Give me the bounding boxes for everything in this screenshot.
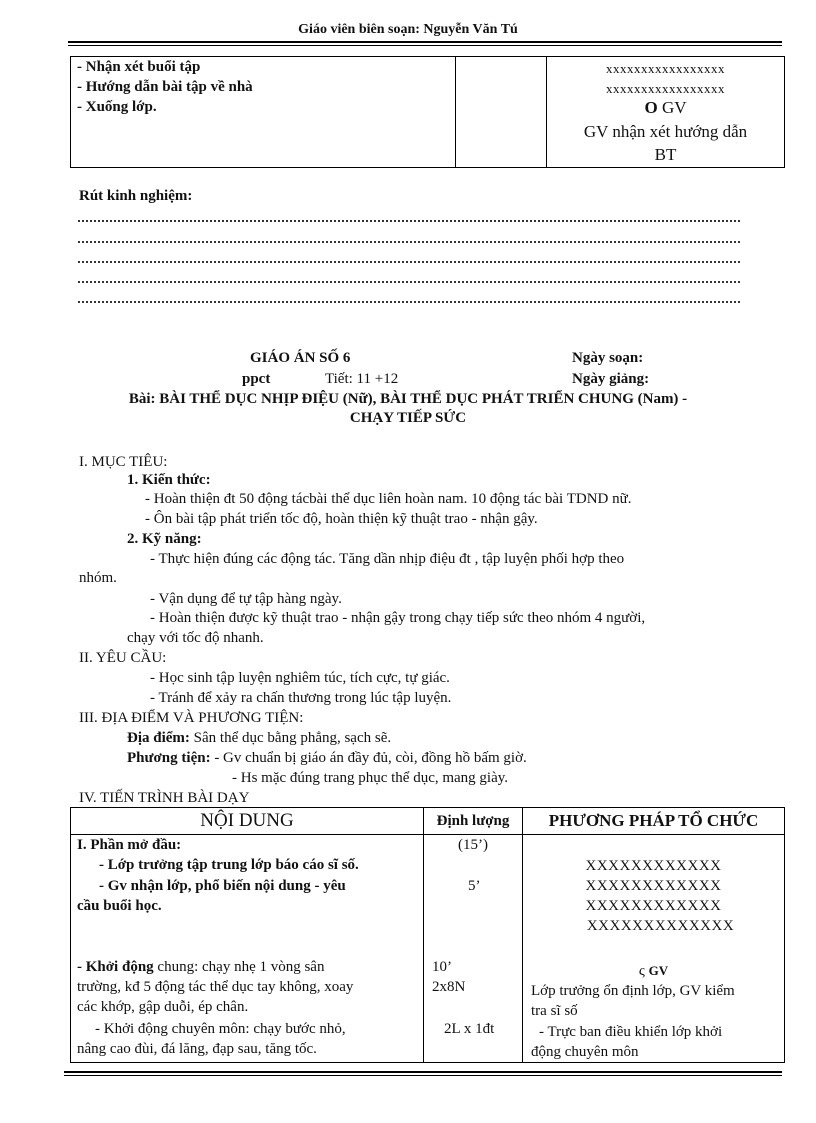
col-header-noi-dung: NỘI DUNG [71,808,424,835]
closing-note-1: GV nhận xét hướng dẫn [583,122,748,141]
rkn-dotted-line [78,241,740,243]
page-header-author: Giáo viên biên soạn: Nguyễn Văn Tú [298,22,518,37]
header-rule-thick [68,41,782,43]
circle-marker: O [644,98,658,117]
phuong-tien-label: Phương tiện: [127,750,211,766]
ky-nang-item-1: - Thực hiện đúng các động tác. Tăng dần nhịp điệu đt , tập luyện phối hợp theo [150,551,625,567]
kien-thuc-item-2: - Ôn bài tập phát triển tốc độ, hoàn thiện kỹ thuật trao - nhận gậy. [145,511,538,527]
lesson-title-line-2: CHẠY TIẾP SỨC [349,410,467,426]
closing-method-cell [547,57,785,168]
rkn-label: Rút kinh nghiệm: [79,188,193,204]
col-header-phuong-phap: PHƯƠNG PHÁP TỔ CHỨC [523,808,785,835]
content-item [77,959,324,976]
section-dia-diem: III. ĐỊA ĐIỂM VÀ PHƯƠNG TIỆN: [79,710,304,726]
method-text-cont: động chuyên môn [531,1044,639,1060]
dia-diem-label: Địa điểm: [127,730,190,746]
footer-rule-thick [64,1071,782,1073]
content-cell [71,835,424,1063]
closing-item-3: - Xuống lớp. [77,99,157,115]
formation-row: XXXXXXXXXXXX [585,898,722,914]
lesson-title-line-1: Bài: BÀI THỂ DỤC NHỊP ĐIỆU (Nữ), BÀI THỂ DỤC PHÁT TRIỂN CHUNG (Nam) - [128,391,688,407]
amount-cell [424,835,523,1063]
phuong-tien-text-2: - Hs mặc đúng trang phục thể dục, mang giày. [232,770,509,786]
formation-row: XXXXXXXXXXXX [585,878,722,894]
col-header-dinh-luong: Định lượng [424,808,523,835]
plan-title: GIÁO ÁN SỐ 6 [250,350,351,366]
yeu-cau-item-1: - Học sinh tập luyện nghiêm túc, tích cực, tự giác. [150,670,450,686]
phuong-tien-text-1: - Gv chuẩn bị giáo án đầy đủ, còi, đồng hồ bấm giờ. [210,750,527,766]
content-item-cont: các khớp, gập duỗi, ép chân. [77,999,249,1015]
method-text: Lớp trưởng ổn định lớp, GV kiểm [531,983,735,999]
amount-value: 10’ [432,959,452,975]
teacher-marker [523,963,784,980]
amount-value: 5’ [468,878,481,894]
rkn-dotted-line [78,261,740,263]
phan-mo-dau: I. Phần mở đầu: [77,837,182,853]
ppct-label: ppct [242,371,271,387]
kien-thuc-label: 1. Kiến thức: [127,472,211,488]
section-yeu-cau: II. YÊU CẦU: [79,650,167,666]
kien-thuc-item-1: - Hoàn thiện đt 50 động tácbài thể dục liên hoàn nam. 10 động tác bài TDND nữ. [145,491,632,507]
khoi-dong-text: chung: chạy nhẹ 1 vòng sân [153,959,325,975]
x-row-1: xxxxxxxxxxxxxxxxx [606,61,725,76]
content-item-cont: trường, kđ 5 động tác thể dục tay không, xoay [77,979,354,995]
rkn-dotted-line [78,281,740,283]
section-muc-tieu: I. MỤC TIÊU: [79,454,168,470]
closing-note-2: BT [654,145,677,164]
rkn-dotted-line [78,220,740,222]
header-rule-thin [68,45,782,46]
dia-diem-text: Sân thể dục bằng phẳng, sạch sẽ. [189,730,392,746]
ky-nang-label: 2. Kỹ năng: [127,531,202,547]
phuong-tien-line [127,750,527,767]
ky-nang-item-1-cont: nhóm. [79,570,117,586]
closing-item-1: - Nhận xét buổi tập [77,59,201,75]
tiet-label: Tiết: 11 +12 [325,371,399,387]
ngay-giang-label: Ngày giảng: [572,371,650,387]
teacher-position [547,98,784,118]
ky-nang-item-3-cont: chạy với tốc độ nhanh. [127,630,264,646]
ky-nang-item-3: - Hoàn thiện được kỹ thuật trao - nhận gậy trong chạy tiếp sức theo nhóm 4 người, [150,610,646,626]
ky-nang-item-2: - Vận dụng để tự tập hàng ngày. [150,591,342,607]
closing-content-cell [71,57,456,168]
gv-label: GV [661,98,687,117]
x-row-2: xxxxxxxxxxxxxxxxx [606,81,725,96]
closing-item-2: - Hướng dẫn bài tập về nhà [77,79,253,95]
content-item-cont: cầu buổi học. [77,898,162,914]
content-item: - Gv nhận lớp, phổ biến nội dung - yêu [99,878,346,894]
formation-row: XXXXXXXXXXXX [585,858,722,874]
ngay-soan-label: Ngày soạn: [572,350,644,366]
dia-diem-line [127,730,391,747]
footer-rule-thin [64,1075,782,1076]
lesson-table [70,807,785,1063]
amount-value: 2x8N [432,979,466,995]
closing-amount-cell [456,57,547,168]
method-text: - Trực ban điều khiển lớp khởi [539,1024,723,1040]
content-item: - Lớp trưởng tập trung lớp báo cáo sĩ số. [99,857,359,873]
amount-value: (15’) [458,837,488,853]
rkn-dotted-line [78,301,740,303]
teacher-symbol: ς [638,963,645,979]
section-tien-trinh: IV. TIẾN TRÌNH BÀI DẠY [79,790,250,806]
closing-table [70,56,785,168]
teacher-gv-label: GV [648,963,669,978]
amount-value: 2L x 1đt [444,1021,495,1037]
content-item-cont: nâng cao đùi, đá lăng, đạp sau, tăng tốc. [77,1041,317,1057]
formation-row: XXXXXXXXXXXXX [586,918,735,934]
method-cell [523,835,785,1063]
method-text-cont: tra sĩ số [531,1003,578,1019]
khoi-dong-label: - Khởi động [77,959,154,975]
yeu-cau-item-2: - Tránh để xảy ra chấn thương trong lúc tập luyện. [150,690,452,706]
content-item: - Khởi động chuyên môn: chạy bước nhỏ, [95,1021,346,1037]
